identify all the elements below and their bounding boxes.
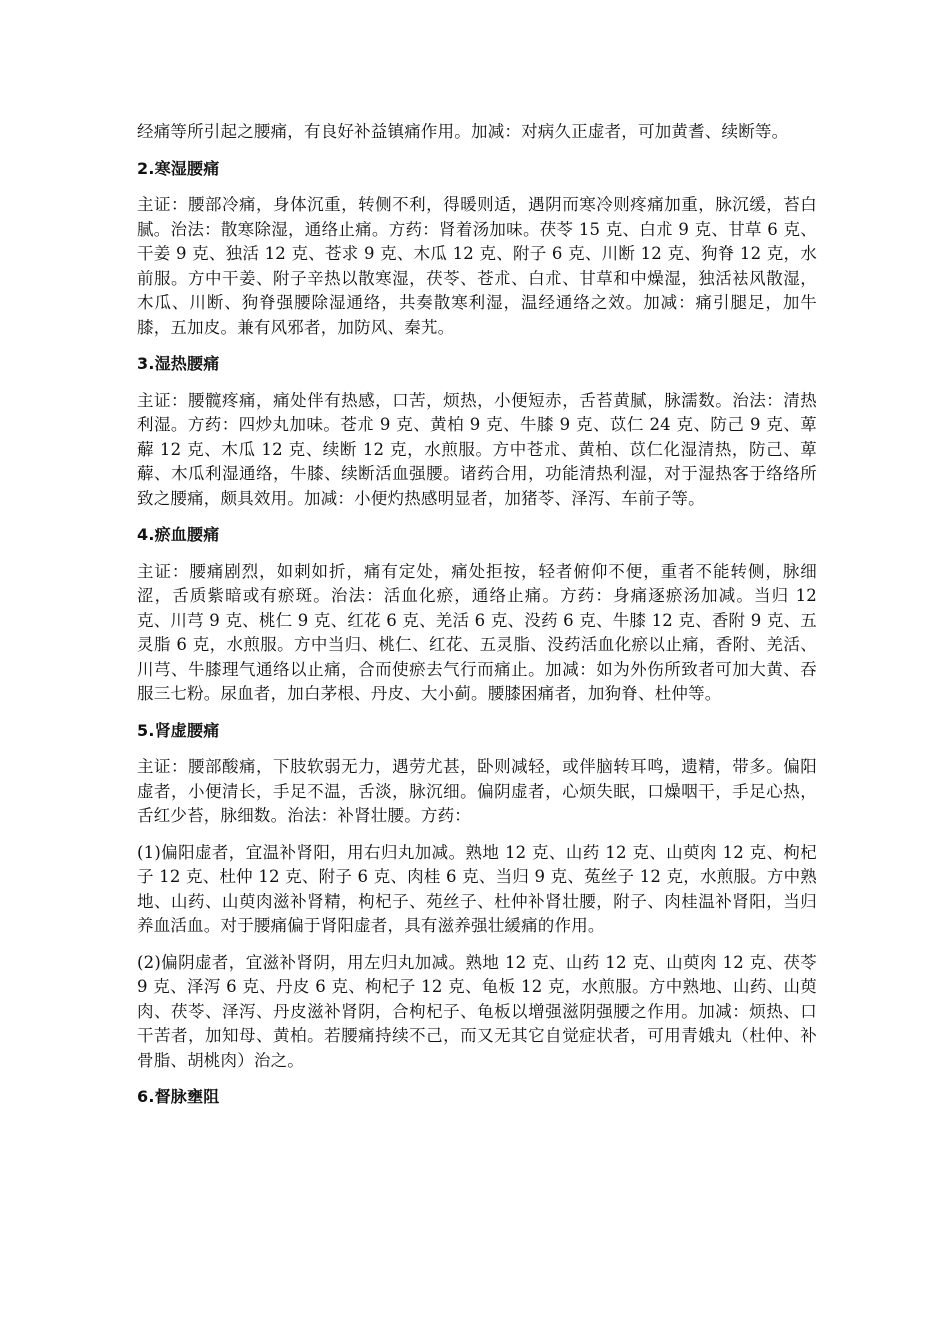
section-governor-vessel: [137, 1085, 817, 1110]
section-cold-damp: [137, 157, 817, 341]
section-heading: 3.湿热腰痛: [137, 354, 220, 373]
section-heading: 5.肾虚腰痛: [137, 720, 220, 740]
document-page: [137, 120, 817, 1122]
intro-paragraph: 经痛等所引起之腰痛，有良好补益镇痛作用。加减：对病久正虚者，可加黄耆、续断等。: [137, 122, 789, 141]
section-blood-stasis: [137, 523, 817, 707]
section-heading: 6.督脉壅阻: [137, 1087, 220, 1106]
section-paragraph-yin: (2)偏阴虚者，宜滋补肾阴，用左归丸加减。熟地 12 克、山药 12 克、山萸肉 12 克、茯苓 9 克、泽泻 6 克、丹皮 6 克、枸杞子 12 克、龟板 12 克，水煎服。方中熟地、山药、山萸肉、茯苓、泽泻、丹皮滋补肾阴，合枸杞子、龟板以增强滋阴强腰之作用。加减：烦热、口干苦者，加知母、黄柏。若腰痛持续不己，而又无其它自觉症状者，可用青娥丸（杜仲、补骨脂、胡桃肉）治之。: [137, 952, 817, 1070]
section-paragraph: 主证：腰髋疼痛，痛处伴有热感，口苦，烦热，小便短赤，舌苔黄腻，脉濡数。治法：清热利湿。方药：四炒丸加味。苍朮 9 克、黄柏 9 克、牛膝 9 克、苡仁 24 克、防己 9 克、萆薢 12 克、木瓜 12 克、续断 12 克，水煎服。方中苍朮、黄柏、苡仁化湿清热，防己、萆薢、木瓜利湿通络，牛膝、续断活血强腰。诸药合用，功能清热利湿，对于湿热客于络络所致之腰痛，颇具效用。加减：小便灼热感明显者，加猪苓、泽泻、车前子等。: [137, 390, 817, 508]
section-kidney-deficiency: [137, 719, 817, 1074]
section-damp-heat: [137, 352, 817, 511]
section-paragraph: 主证：腰痛剧烈，如刺如折，痛有定处，痛处拒按，轻者俯仰不便，重者不能转侧，脉细涩，舌质紫暗或有瘀斑。治法：活血化瘀，通络止痛。方药：身痛逐瘀汤加减。当归 12 克、川芎 9 克、桃仁 9 克、红花 6 克、羌活 6 克、没药 6 克、牛膝 12 克、香附 9 克、五灵脂 6 克，水煎服。方中当归、桃仁、红花、五灵脂、没药活血化瘀以止痛，香附、羌活、川芎、牛膝理气通络以止痛，合而使瘀去气行而痛止。加减：如为外伤所致者可加大黄、吞服三七粉。尿血者，加白茅根、丹皮、大小蓟。腰膝困痛者，加狗脊、杜仲等。: [137, 561, 817, 703]
section-paragraph: 主证：腰部冷痛，身体沉重，转侧不利，得暖则适，遇阴而寒冷则疼痛加重，脉沉缓，苔白腻。治法：散寒除湿，通络止痛。方药：肾着汤加味。茯苓 15 克、白朮 9 克、甘草 6 克、干姜 9 克、独活 12 克、苍求 9 克、木瓜 12 克、附子 6 克、川断 12 克、狗脊 12 克，水前服。方中干姜、附子辛热以散寒湿，茯苓、苍朮、白朮、甘草和中燥湿，独活袪风散湿，木瓜、川断、狗脊强腰除湿通络，共奏散寒利湿，温经通络之效。加减：痛引腿足，加牛膝，五加皮。兼有风邪者，加防风、秦艽。: [137, 195, 817, 337]
section-paragraph: 主证：腰部酸痛，下肢软弱无力，遇劳尤甚，卧则减轻，或伴脑转耳鸣，遗精，带多。偏阳虚者，小便清长，手足不温，舌淡，脉沉细。偏阴虚者，心烦失眠，口燥咽干，手足心热，舌红少苔，脉细数。治法：补肾壮腰。方药：: [137, 757, 817, 825]
section-heading: 2.寒湿腰痛: [137, 158, 220, 178]
section-paragraph-yang: (1)偏阳虚者，宜温补肾阳，用右归丸加减。熟地 12 克、山药 12 克、山萸肉 12 克、枸杞子 12 克、杜仲 12 克、附子 6 克、肉桂 6 克、当归 9 克、菟丝子 12 克，水煎服。方中熟地、山药、山萸肉滋补肾精，枸杞子、苑丝子、杜仲补肾壮腰，附子、肉桂温补肾阳，当归养血活血。对于腰痛偏于肾阳虚者，具有滋养强壮緩痛的作用。: [137, 842, 817, 935]
section-heading: 4.瘀血腰痛: [137, 525, 220, 544]
